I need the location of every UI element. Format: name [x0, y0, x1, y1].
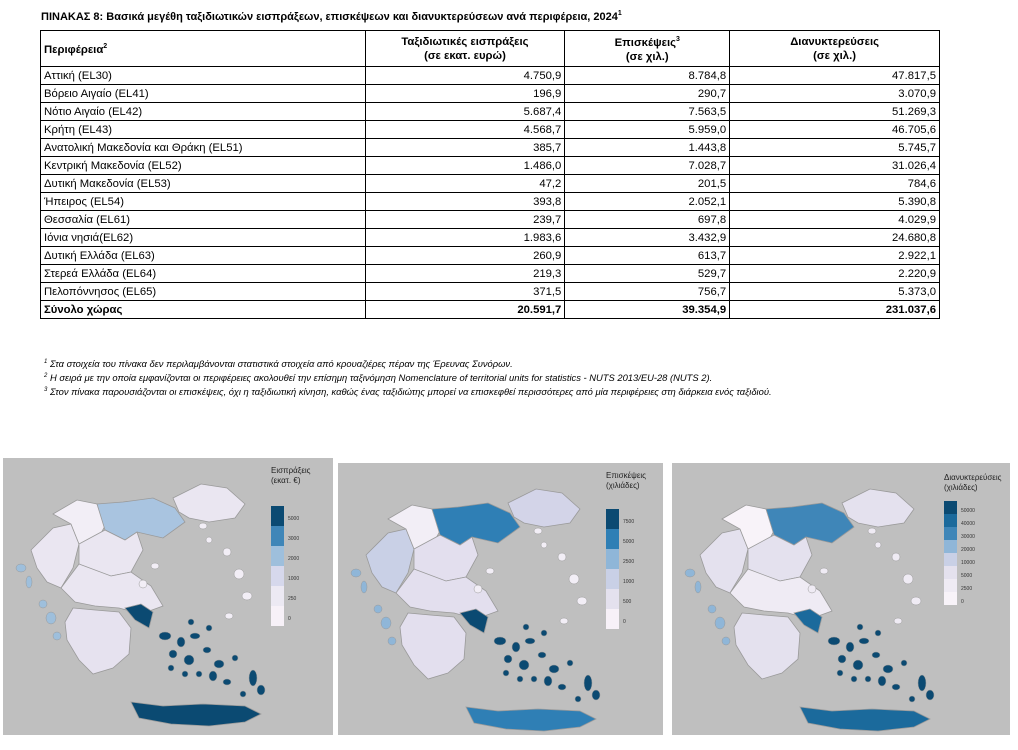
cell-visits: 7.563,5 [565, 103, 730, 121]
table-row [41, 247, 940, 265]
island-aegean [209, 671, 217, 681]
table-row [41, 175, 940, 193]
island-aegean [525, 638, 535, 644]
island-naegean [911, 597, 921, 605]
island-aegean [567, 660, 573, 666]
legend-swatch [944, 592, 957, 605]
island-aegean [837, 670, 843, 676]
legend-swatch [944, 579, 957, 592]
island-naegean [242, 592, 252, 600]
cell-receipts: 260,9 [365, 247, 565, 265]
cell-receipts: 385,7 [365, 139, 565, 157]
island-aegean [190, 633, 200, 639]
legend-label: 10000 [961, 559, 975, 566]
island-aegean [828, 637, 840, 645]
island-naegean [569, 574, 579, 584]
island-aegean [846, 642, 854, 652]
cell-nights: 24.680,8 [730, 229, 940, 247]
legend-title-line1: Εισπράξεις [271, 466, 311, 475]
cell-visits: 756,7 [565, 283, 730, 301]
legend-swatch [944, 553, 957, 566]
cell-region: Σύνολο χώρας [41, 301, 366, 319]
legend-swatch [606, 569, 619, 589]
legend-label: 500 [623, 599, 632, 605]
island-aegean [188, 619, 194, 625]
cell-region: Πελοπόννησος (EL65) [41, 283, 366, 301]
header-region: Περιφέρεια$^2$ [41, 31, 366, 67]
island-aegean [169, 650, 177, 658]
island-aegean [853, 660, 863, 670]
island-aegean [541, 630, 547, 636]
island-aegean [177, 637, 185, 647]
legend-swatch [271, 546, 284, 566]
island-naegean [225, 613, 233, 619]
island-naegean [541, 542, 547, 548]
legend-swatch [271, 506, 284, 526]
cell-region: Θεσσαλία (EL61) [41, 211, 366, 229]
island-naegean [808, 585, 816, 593]
cell-region: Κεντρική Μακεδονία (EL52) [41, 157, 366, 175]
cell-visits: 3.432,9 [565, 229, 730, 247]
cell-visits: 5.959,0 [565, 121, 730, 139]
island-aegean [592, 690, 600, 700]
island-aegean [249, 670, 257, 686]
legend-title-line2: (χιλιάδες) [944, 483, 978, 492]
legend-label: 40000 [961, 520, 975, 527]
tourism-table [40, 30, 940, 319]
cell-visits: 7.028,7 [565, 157, 730, 175]
legend-label: 30000 [961, 533, 975, 540]
island-aegean [859, 638, 869, 644]
cell-region: Αττική (EL30) [41, 67, 366, 85]
cell-region: Ήπειρος (EL54) [41, 193, 366, 211]
cell-receipts: 239,7 [365, 211, 565, 229]
header-receipts: Ταξιδιωτικές εισπράξεις (σε εκατ. ευρώ) [365, 31, 565, 67]
cell-region: Νότιο Αιγαίο (EL42) [41, 103, 366, 121]
island-aegean [206, 625, 212, 631]
cell-visits: 2.052,1 [565, 193, 730, 211]
island-aegean [575, 696, 581, 702]
cell-visits: 201,5 [565, 175, 730, 193]
island-aegean [584, 675, 592, 691]
island-aegean [878, 676, 886, 686]
header-visits: Επισκέψεις$^3$ (σε χιλ.) [565, 31, 730, 67]
cell-visits: 613,7 [565, 247, 730, 265]
island-aegean [523, 624, 529, 630]
legend-label: 20000 [961, 546, 975, 553]
island-naegean [903, 574, 913, 584]
cell-nights: 5.745,7 [730, 139, 940, 157]
legend-label: 0 [288, 616, 291, 622]
table-row [41, 229, 940, 247]
legend-swatch [271, 526, 284, 546]
cell-nights: 51.269,3 [730, 103, 940, 121]
legend-swatch [271, 606, 284, 626]
legend-label: 5000 [961, 572, 973, 579]
cell-nights: 2.220,9 [730, 265, 940, 283]
island-aegean [517, 676, 523, 682]
cell-region: Βόρειο Αιγαίο (EL41) [41, 85, 366, 103]
island-aegean [857, 624, 863, 630]
table-row [41, 283, 940, 301]
table-row [41, 67, 940, 85]
legend-label: 7500 [623, 519, 635, 525]
legend-label: 250 [288, 596, 297, 602]
cell-visits: 697,8 [565, 211, 730, 229]
island-aegean [512, 642, 520, 652]
legend-swatch [606, 509, 619, 529]
island-aegean [549, 665, 559, 673]
island-aegean [538, 652, 546, 658]
island-ionian [708, 605, 716, 613]
island-naegean [139, 580, 147, 588]
cell-nights: 5.390,8 [730, 193, 940, 211]
island-naegean [199, 523, 207, 529]
legend-label: 3000 [288, 536, 300, 542]
island-ionian [16, 564, 26, 572]
cell-nights: 5.373,0 [730, 283, 940, 301]
island-aegean [872, 652, 880, 658]
cell-nights: 231.037,6 [730, 301, 940, 319]
island-naegean [223, 548, 231, 556]
island-aegean [883, 665, 893, 673]
map-visits [338, 463, 663, 735]
cell-receipts: 1.983,6 [365, 229, 565, 247]
legend-label: 5000 [623, 539, 635, 545]
cell-nights: 3.070,9 [730, 85, 940, 103]
table-row [41, 265, 940, 283]
legend-label: 2500 [623, 559, 635, 565]
island-naegean [151, 563, 159, 569]
table-row [41, 193, 940, 211]
legend-swatch [606, 549, 619, 569]
island-aegean [504, 655, 512, 663]
cell-nights: 784,6 [730, 175, 940, 193]
island-aegean [223, 679, 231, 685]
cell-receipts: 5.687,4 [365, 103, 565, 121]
region-thrace [173, 484, 245, 522]
island-aegean [168, 665, 174, 671]
island-aegean [184, 655, 194, 665]
island-naegean [206, 537, 212, 543]
island-ionian [722, 637, 730, 645]
legend-label: 2000 [288, 556, 300, 562]
island-ionian [715, 617, 725, 629]
legend-label: 0 [623, 619, 626, 625]
cell-nights: 47.817,5 [730, 67, 940, 85]
island-aegean [519, 660, 529, 670]
cell-region: Δυτική Μακεδονία (EL53) [41, 175, 366, 193]
table-row [41, 139, 940, 157]
footnotes [44, 356, 924, 398]
island-aegean [544, 676, 552, 686]
island-ionian [685, 569, 695, 577]
region-thrace [842, 489, 914, 527]
cell-receipts: 393,8 [365, 193, 565, 211]
cell-receipts: 47,2 [365, 175, 565, 193]
island-aegean [838, 655, 846, 663]
cell-visits: 290,7 [565, 85, 730, 103]
island-naegean [486, 568, 494, 574]
island-ionian [26, 576, 32, 588]
island-aegean [851, 676, 857, 682]
legend-swatch [271, 566, 284, 586]
legend-title-line2: (εκατ. €) [271, 476, 301, 485]
cell-region: Ανατολική Μακεδονία και Θράκη (EL51) [41, 139, 366, 157]
island-ionian [351, 569, 361, 577]
footnote-2: $^2$ Η σειρά με την οποία εμφανίζονται οι περιφέρειες ακολουθεί την επίσημη ταξινόμηση Nomenclature of territorial units for statistics - NUTS 2013/EU-28 (NUTS 2). [44, 372, 713, 384]
cell-visits: 1.443,8 [565, 139, 730, 157]
island-naegean [820, 568, 828, 574]
island-aegean [918, 675, 926, 691]
table-title: ΠΙΝΑΚΑΣ 8: Βασικά μεγέθη ταξιδιωτικών εισπράξεων, επισκέψεων και διανυκτερεύσεων ανά περιφέρεια, 2024$^1$ [41, 10, 622, 23]
legend-swatch [271, 586, 284, 606]
legend-title-line1: Επισκέψεις [606, 471, 647, 480]
legend-swatch [944, 514, 957, 527]
footnote-1: $^1$ Στα στοιχεία του πίνακα δεν περιλαμβάνονται στατιστικά στοιχεία από κρουαζιέρες πέραν της Έρευνας Συνόρων. [44, 358, 513, 370]
cell-region: Ιόνια νησιά(EL62) [41, 229, 366, 247]
island-aegean [503, 670, 509, 676]
legend-label: 0 [961, 598, 964, 605]
cell-nights: 2.922,1 [730, 247, 940, 265]
island-aegean [865, 676, 871, 682]
table-row [41, 157, 940, 175]
table-row [41, 103, 940, 121]
cell-nights: 31.026,4 [730, 157, 940, 175]
island-aegean [909, 696, 915, 702]
legend-label: 2500 [961, 585, 973, 592]
island-naegean [560, 618, 568, 624]
region-pelop [734, 613, 800, 679]
legend-swatch [606, 609, 619, 629]
table-total-row [41, 301, 940, 319]
cell-receipts: 196,9 [365, 85, 565, 103]
island-aegean [232, 655, 238, 661]
cell-region: Κρήτη (EL43) [41, 121, 366, 139]
legend-swatch [944, 540, 957, 553]
cell-receipts: 371,5 [365, 283, 565, 301]
island-naegean [875, 542, 881, 548]
footnote-3: $^3$ Στον πίνακα παρουσιάζονται οι επισκέψεις, όχι η ταξιδιωτική κίνηση, καθώς ένας ταξιδιώτης μπορεί να επισκεφθεί περισσότερες από μία περιφέρειες στη διάρκεια ενός ταξιδιού. [44, 386, 772, 398]
legend-label: 1000 [288, 576, 300, 582]
map-receipts [3, 458, 333, 735]
header-nights: Διανυκτερεύσεις (σε χιλ.) [730, 31, 940, 67]
cell-region: Στερεά Ελλάδα (EL64) [41, 265, 366, 283]
island-ionian [388, 637, 396, 645]
cell-visits: 8.784,8 [565, 67, 730, 85]
island-naegean [474, 585, 482, 593]
island-naegean [234, 569, 244, 579]
cell-receipts: 219,3 [365, 265, 565, 283]
cell-visits: 529,7 [565, 265, 730, 283]
table-row [41, 211, 940, 229]
island-ionian [361, 581, 367, 593]
legend-swatch [944, 566, 957, 579]
island-ionian [695, 581, 701, 593]
island-naegean [892, 553, 900, 561]
legend-swatch [606, 589, 619, 609]
island-naegean [534, 528, 542, 534]
island-ionian [39, 600, 47, 608]
region-crete [131, 702, 261, 726]
island-aegean [558, 684, 566, 690]
island-naegean [868, 528, 876, 534]
cell-nights: 46.705,6 [730, 121, 940, 139]
cell-receipts: 20.591,7 [365, 301, 565, 319]
island-aegean [182, 671, 188, 677]
table-header-row [41, 31, 940, 67]
legend-title [606, 471, 646, 491]
island-aegean [875, 630, 881, 636]
cell-nights: 4.029,9 [730, 211, 940, 229]
map-overnights [672, 463, 1010, 735]
legend-swatch [944, 527, 957, 540]
region-crete [800, 707, 930, 731]
island-aegean [240, 691, 246, 697]
region-pelop [65, 608, 131, 674]
island-ionian [53, 632, 61, 640]
region-pelop [400, 613, 466, 679]
island-aegean [159, 632, 171, 640]
cell-region: Δυτική Ελλάδα (EL63) [41, 247, 366, 265]
legend-swatch [606, 529, 619, 549]
legend-label: 5000 [288, 516, 300, 522]
region-thrace [508, 489, 580, 527]
legend-title [271, 466, 311, 486]
legend-label: 1000 [623, 579, 635, 585]
region-crete [466, 707, 596, 731]
cell-receipts: 4.568,7 [365, 121, 565, 139]
island-ionian [46, 612, 56, 624]
island-ionian [374, 605, 382, 613]
legend-swatch [944, 501, 957, 514]
cell-visits: 39.354,9 [565, 301, 730, 319]
greece-choropleth [672, 463, 1010, 735]
island-aegean [531, 676, 537, 682]
cell-receipts: 4.750,9 [365, 67, 565, 85]
island-aegean [196, 671, 202, 677]
island-naegean [558, 553, 566, 561]
legend-title-line2: (χιλιάδες) [606, 481, 640, 490]
island-naegean [577, 597, 587, 605]
legend-title-line1: Διανυκτερεύσεις [944, 473, 1002, 482]
island-ionian [381, 617, 391, 629]
legend-label: 50000 [961, 507, 975, 514]
table-row [41, 85, 940, 103]
island-aegean [203, 647, 211, 653]
island-naegean [894, 618, 902, 624]
island-aegean [901, 660, 907, 666]
cell-receipts: 1.486,0 [365, 157, 565, 175]
island-aegean [257, 685, 265, 695]
table-row [41, 121, 940, 139]
island-aegean [926, 690, 934, 700]
island-aegean [892, 684, 900, 690]
island-aegean [214, 660, 224, 668]
legend-title [944, 473, 1001, 493]
island-aegean [494, 637, 506, 645]
